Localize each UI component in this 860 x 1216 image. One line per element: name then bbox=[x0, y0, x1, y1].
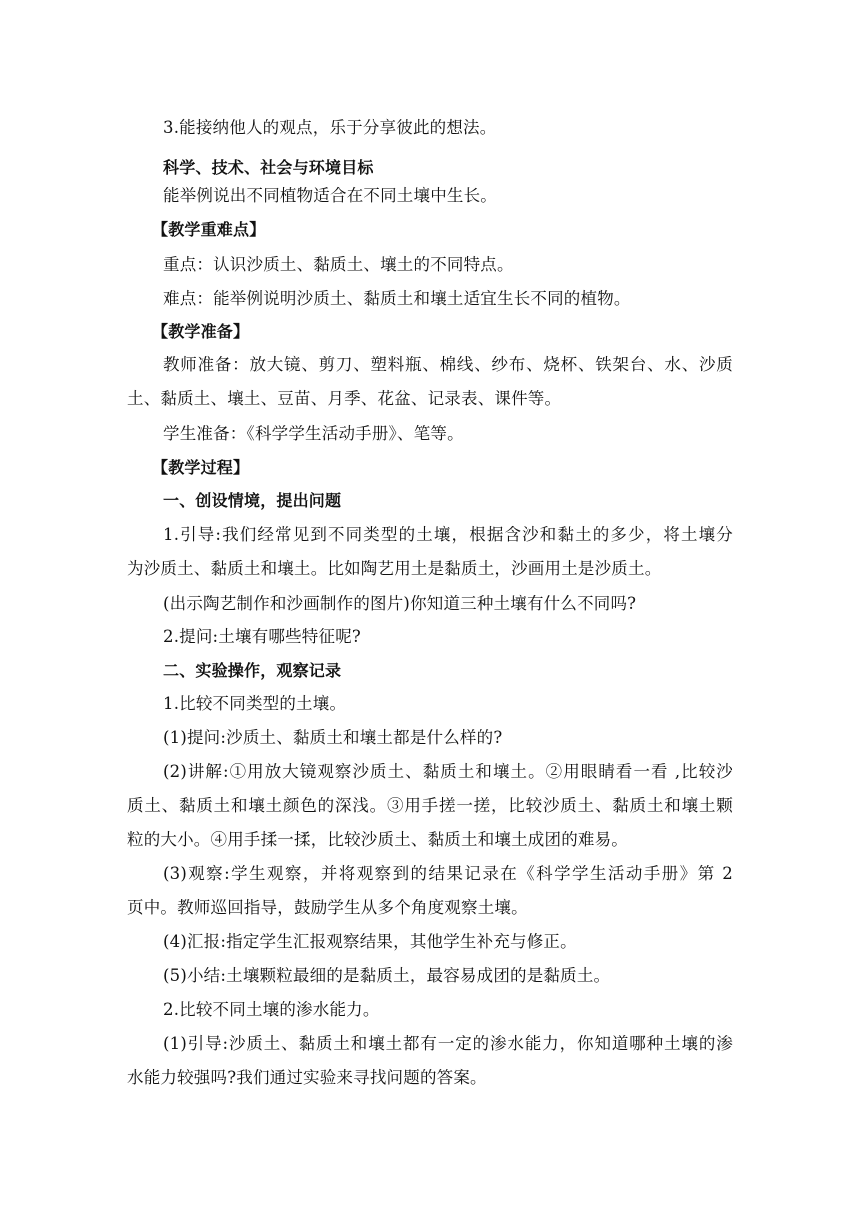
step-5-summary: (5)小结:土壤颗粒最细的是黏质土，最容易成团的是黏质土。 bbox=[163, 966, 611, 985]
teacher-preparation-line-2: 土、黏质土、壤土、豆苗、月季、花盆、记录表、课件等。 bbox=[127, 389, 562, 408]
step-4-report: (4)汇报:指定学生汇报观察结果，其他学生补充与修正。 bbox=[163, 932, 577, 951]
step-2-line-3: 粒的大小。④用手揉一揉，比较沙质土、黏质土和壤土成团的难易。 bbox=[127, 830, 628, 849]
section-heading-process: 【教学过程】 bbox=[152, 458, 250, 477]
subheading-scenario: 一、创设情境，提出问题 bbox=[163, 491, 342, 510]
difficulty-text: 难点：能举例说明沙质土、黏质土和壤土适宜生长不同的植物。 bbox=[163, 289, 631, 308]
question-text: 2.提问:土壤有哪些特征呢? bbox=[163, 627, 361, 646]
step-1-question: (1)提问:沙质土、黏质土和壤土都是什么样的? bbox=[163, 728, 503, 747]
section-heading-preparation: 【教学准备】 bbox=[152, 322, 250, 341]
section-heading-sts-goal: 科学、技术、社会与环境目标 bbox=[163, 158, 374, 177]
permeability-line-1: (1)引导:沙质土、黏质土和壤土都有一定的渗水能力，你知道哪种土壤的渗 bbox=[163, 1034, 733, 1053]
step-3-line-1: (3)观察:学生观察，并将观察到的结果记录在《科学学生活动手册》第 2 bbox=[163, 864, 733, 883]
step-2-line-1: (2)讲解:①用放大镜观察沙质土、黏质土和壤土。②用眼睛看一看 ,比较沙 bbox=[163, 762, 733, 781]
section-heading-key-points: 【教学重难点】 bbox=[152, 220, 266, 239]
guide-line-1: 1.引导:我们经常见到不同类型的土壤，根据含沙和黏土的多少，将土壤分 bbox=[163, 525, 733, 544]
guide-line-3: (出示陶艺制作和沙画制作的图片)你知道三种土壤有什么不同吗? bbox=[163, 594, 637, 613]
step-2-line-2: 质土、黏质土和壤土颜色的深浅。③用手搓一搓，比较沙质土、黏质土和壤土颗 bbox=[127, 796, 733, 815]
compare-soil-types-heading: 1.比较不同类型的土壤。 bbox=[163, 694, 347, 713]
guide-line-2: 为沙质土、黏质土和壤土。比如陶艺用土是黏质土，沙画用土是沙质土。 bbox=[127, 559, 662, 578]
compare-permeability-heading: 2.比较不同土壤的渗水能力。 bbox=[163, 1000, 380, 1019]
permeability-line-2: 水能力较强吗?我们通过实验来寻找问题的答案。 bbox=[127, 1068, 487, 1087]
subheading-experiment: 二、实验操作，观察记录 bbox=[163, 661, 342, 680]
student-preparation-text: 学生准备：《科学学生活动手册》、笔等。 bbox=[163, 424, 464, 443]
sts-goal-text: 能举例说出不同植物适合在不同土壤中生长。 bbox=[163, 186, 497, 205]
key-point-text: 重点：认识沙质土、黏质土、壤土的不同特点。 bbox=[163, 255, 514, 274]
objective-line-3: 3.能接纳他人的观点，乐于分享彼此的想法。 bbox=[163, 118, 497, 137]
teacher-preparation-line-1: 教师准备：放大镜、剪刀、塑料瓶、棉线、纱布、烧杯、铁架台、水、沙质 bbox=[163, 355, 733, 374]
step-3-line-2: 页中。教师巡回指导，鼓励学生从多个角度观察土壤。 bbox=[127, 898, 528, 917]
